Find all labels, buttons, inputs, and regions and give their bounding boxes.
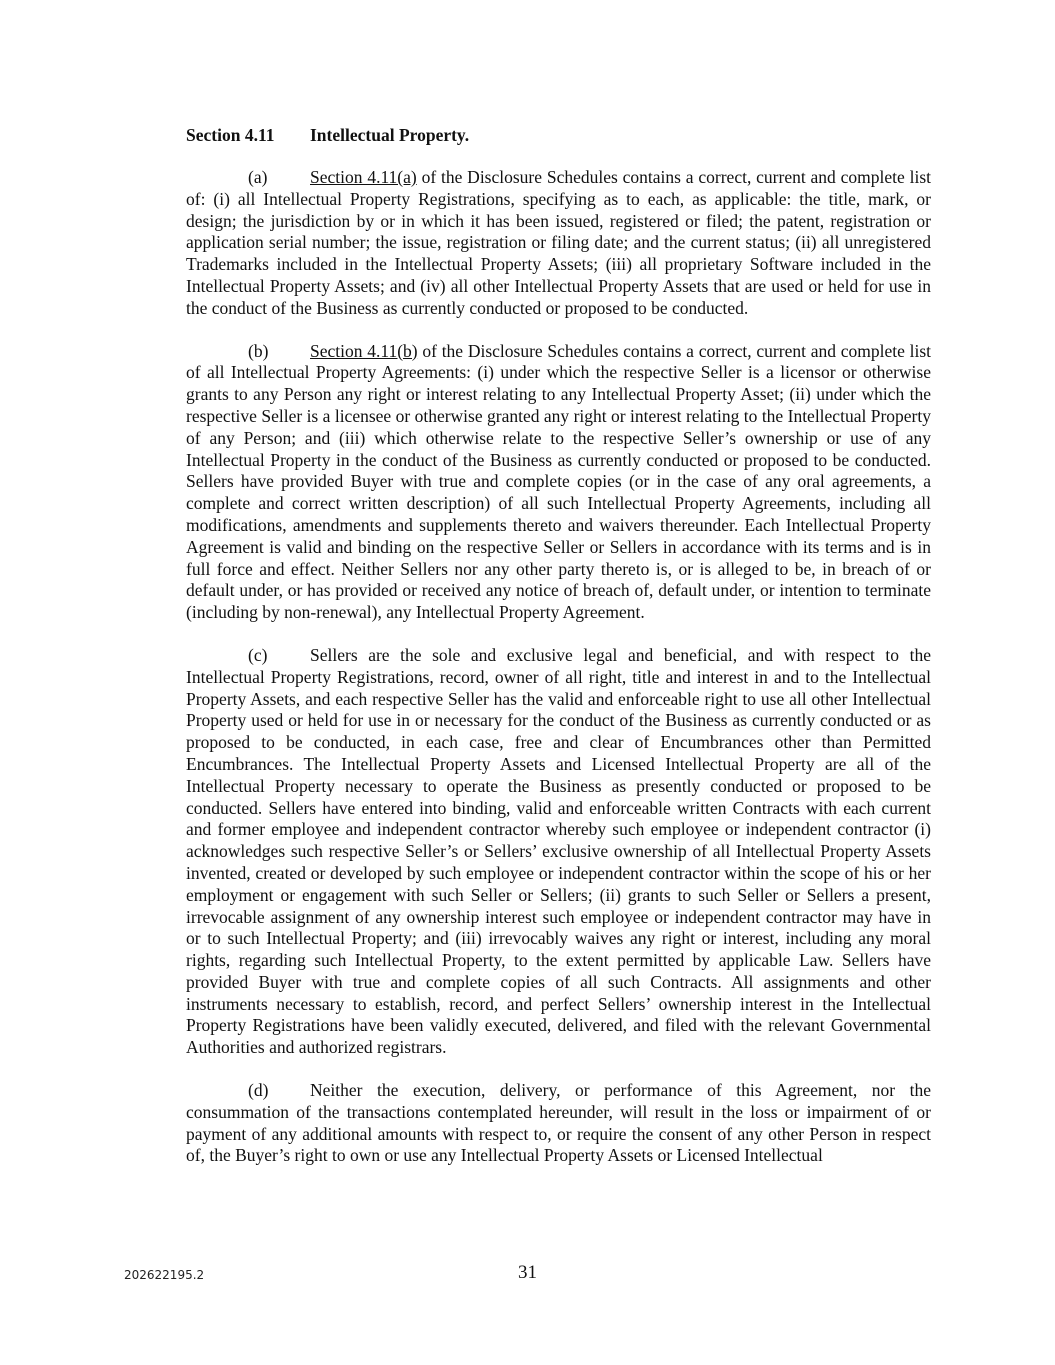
paragraph-c [186,645,931,1059]
paragraph-text: of the Disclosure Schedules contains a correct, current and complete list of all Intellectual Property Agreements: (i) under which the respective Seller is a licensor or otherwise grants to any Person any right or interest relating to any Intellectual Property Asset; (ii) under which the respective Seller is a licensee or otherwise granted any right or interest relating to the Intellectual Property of any Person; and (iii) which otherwise relate to the respective Seller’s ownership or use of any Intellectual Property in the conduct of the Business as currently conducted or proposed to be conducted. Sellers have provided Buyer with true and complete copies (or in the case of any oral agreements, a complete and correct written description) of all such Intellectual Property Agreements, including all modifications, amendments and supplements thereto and waivers thereunder. Each Intellectual Property Agreement is valid and binding on the respective Seller or Sellers in accordance with its terms and is in full force and effect. Neither Sellers nor any other party thereto is, or is alleged to be, in breach of or default under, or has provided or received any notice of breach of, default under, or intention to terminate (including by non-renewal), any Intellectual Property Agreement. [186,340,931,623]
paragraph-label: (a) [248,167,268,187]
schedule-reference: Section 4.11(a) [310,167,417,187]
section-heading [186,124,931,146]
document-page [186,124,931,1188]
section-number: Section 4.11 [186,125,275,145]
paragraph-text: Neither the execution, delivery, or performance of this Agreement, nor the consummation of the transactions contemplated hereunder, will result in the loss or impairment of or payment of any additional amounts with respect to, or require the consent of any other Person in respect of, the Buyer’s right to own or use any Intellectual Property Assets or Licensed Intellectual [186,1080,931,1166]
paragraph-text: Sellers are the sole and exclusive legal and beneficial, and with respect to the Intellectual Property Registrations, record, owner of all right, title and interest in and to the Intellectual Property Assets, and each respective Seller has the valid and enforceable right to use all other Intellectual Property used or held for use in or necessary for the conduct of the Business as currently conducted or as proposed to be conducted, in each case, free and clear of Encumbrances other than Permitted Encumbrances. The Intellectual Property Assets and Licensed Intellectual Property are all of the Intellectual Property necessary to operate the Business as presently conducted or proposed to be conducted. Sellers have entered into binding, valid and enforceable written Contracts with each current and former employee and independent contractor whereby such employee or independent contractor (i) acknowledges such respective Seller’s or Sellers’ exclusive ownership of all Intellectual Property Assets invented, created or developed by such employee or independent contractor within the scope of his or her employment or engagement with such Seller or Sellers; (ii) grants to such Seller or Sellers a present, irrevocable assignment of any ownership interest such employee or independent contractor may have in or to such Intellectual Property; and (iii) irrevocably waives any right or interest, including any moral rights, regarding such Intellectual Property, to the extent permitted by applicable Law. Sellers have provided Buyer with true and complete copies of all such Contracts. All assignments and other instruments necessary to establish, record, and perfect Sellers’ ownership interest in the Intellectual Property Registrations have been validly executed, delivered, and filed with the relevant Governmental Authorities and authorized registrars. [186,644,931,1058]
document-id: 202622195.2 [124,1268,205,1282]
section-title: Intellectual Property. [310,125,470,145]
schedule-reference: Section 4.11(b) [310,340,418,361]
page-number: 31 [518,1262,537,1283]
paragraph-d [186,1080,931,1167]
paragraph-a [186,167,931,320]
paragraph-label: (b) [248,340,269,361]
paragraph-b [186,341,931,624]
paragraph-label: (d) [248,1080,269,1101]
paragraph-text: of the Disclosure Schedules contains a correct, current and complete list of: (i) all Intellectual Property Registrations, specifying as to each, as applicable: the title, mark, or design; the jurisdiction by or in which it has been issued, registered or filed; the patent, registration or application serial number; the issue, registration or filing date; and the current status; (ii) all unregistered Trademarks included in the Intellectual Property Assets; (iii) all proprietary Software included in the Intellectual Property Assets; and (iv) all other Intellectual Property Assets that are used or held for use in the conduct of the Business as currently conducted or proposed to be conducted. [186,167,932,318]
paragraph-label: (c) [248,644,268,665]
